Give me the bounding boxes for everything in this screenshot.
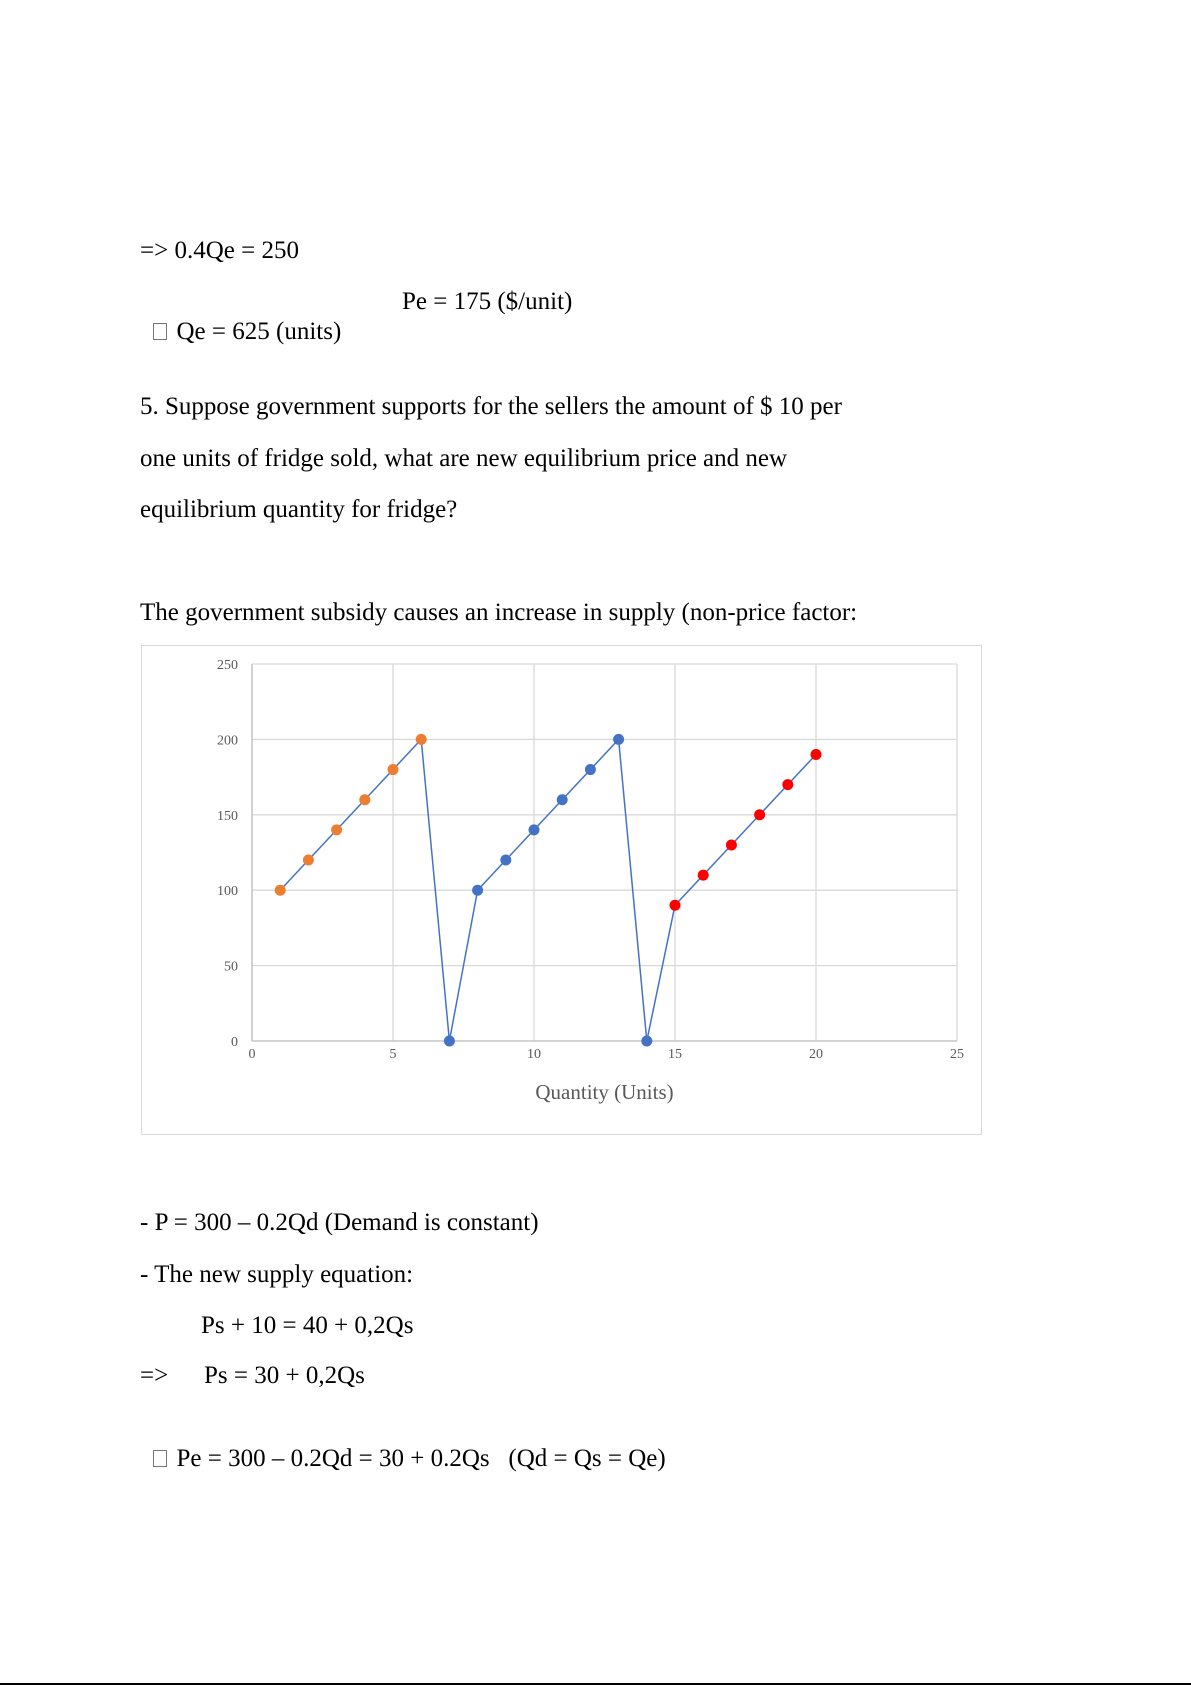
- x-axis-title: Quantity (Units): [535, 1080, 674, 1104]
- supply-label: - The new supply equation:: [140, 1261, 414, 1288]
- y-tick-label: 200: [217, 733, 238, 749]
- data-point-red: [782, 779, 793, 790]
- data-point-orange: [275, 885, 286, 896]
- data-point-blue: [557, 794, 568, 805]
- supply-chart: [141, 645, 982, 1135]
- bullet-box-icon: [153, 1450, 167, 1467]
- data-point-blue: [613, 734, 624, 745]
- y-tick-label: 100: [217, 884, 238, 900]
- equilibrium-equation: [140, 1414, 666, 1474]
- y-tick-label: 150: [217, 808, 238, 824]
- bullet-box-icon: [153, 323, 167, 340]
- question-5-line-2: one units of fridge sold, what are new equilibrium price and new: [140, 445, 788, 472]
- data-point-orange: [331, 824, 342, 835]
- arrow-symbol: =>: [140, 1362, 169, 1389]
- demand-equation: - P = 300 – 0.2Qd (Demand is constant): [140, 1209, 539, 1236]
- data-point-red: [670, 900, 681, 911]
- x-tick-label: 0: [248, 1047, 256, 1062]
- equilibrium-text: Pe = 300 – 0.2Qd = 30 + 0.2Qs (Qd = Qs = Qe): [176, 1445, 666, 1472]
- data-point-red: [811, 749, 822, 760]
- data-point-red: [698, 870, 709, 881]
- supply-equation-2: Ps = 30 + 0,2Qs: [204, 1362, 365, 1389]
- x-tick-label: 15: [668, 1047, 682, 1062]
- x-tick-label: 5: [389, 1047, 397, 1062]
- y-tick-label: 250: [217, 658, 238, 673]
- chart-canvas: [142, 646, 980, 1133]
- equation-line-1: => 0.4Qe = 250: [140, 237, 299, 264]
- supply-equation-1: Ps + 10 = 40 + 0,2Qs: [201, 1312, 414, 1339]
- data-point-red: [726, 839, 737, 850]
- data-point-red: [754, 809, 765, 820]
- data-point-blue: [585, 764, 596, 775]
- data-point-blue: [529, 824, 540, 835]
- y-tick-label: 0: [231, 1035, 238, 1050]
- subsidy-intro: The government subsidy causes an increase in supply (non-price factor:: [140, 599, 858, 626]
- x-tick-label: 20: [809, 1047, 823, 1062]
- x-tick-label: 10: [527, 1047, 541, 1062]
- data-point-blue: [472, 885, 483, 896]
- data-point-orange: [303, 855, 314, 866]
- data-point-orange: [388, 764, 399, 775]
- pe-result: Pe = 175 ($/unit): [402, 288, 573, 315]
- question-5-line-3: equilibrium quantity for fridge?: [140, 496, 458, 523]
- data-point-orange: [359, 794, 370, 805]
- data-point-blue: [641, 1036, 652, 1047]
- qe-result: Qe = 625 (units): [176, 318, 342, 345]
- data-point-orange: [416, 734, 427, 745]
- question-5-line-1: 5. Suppose government supports for the sellers the amount of $ 10 per: [140, 393, 842, 420]
- x-tick-label: 25: [950, 1047, 964, 1062]
- data-point-blue: [500, 855, 511, 866]
- data-point-blue: [444, 1036, 455, 1047]
- y-tick-label: 50: [224, 959, 238, 975]
- equation-line-2: [140, 287, 573, 347]
